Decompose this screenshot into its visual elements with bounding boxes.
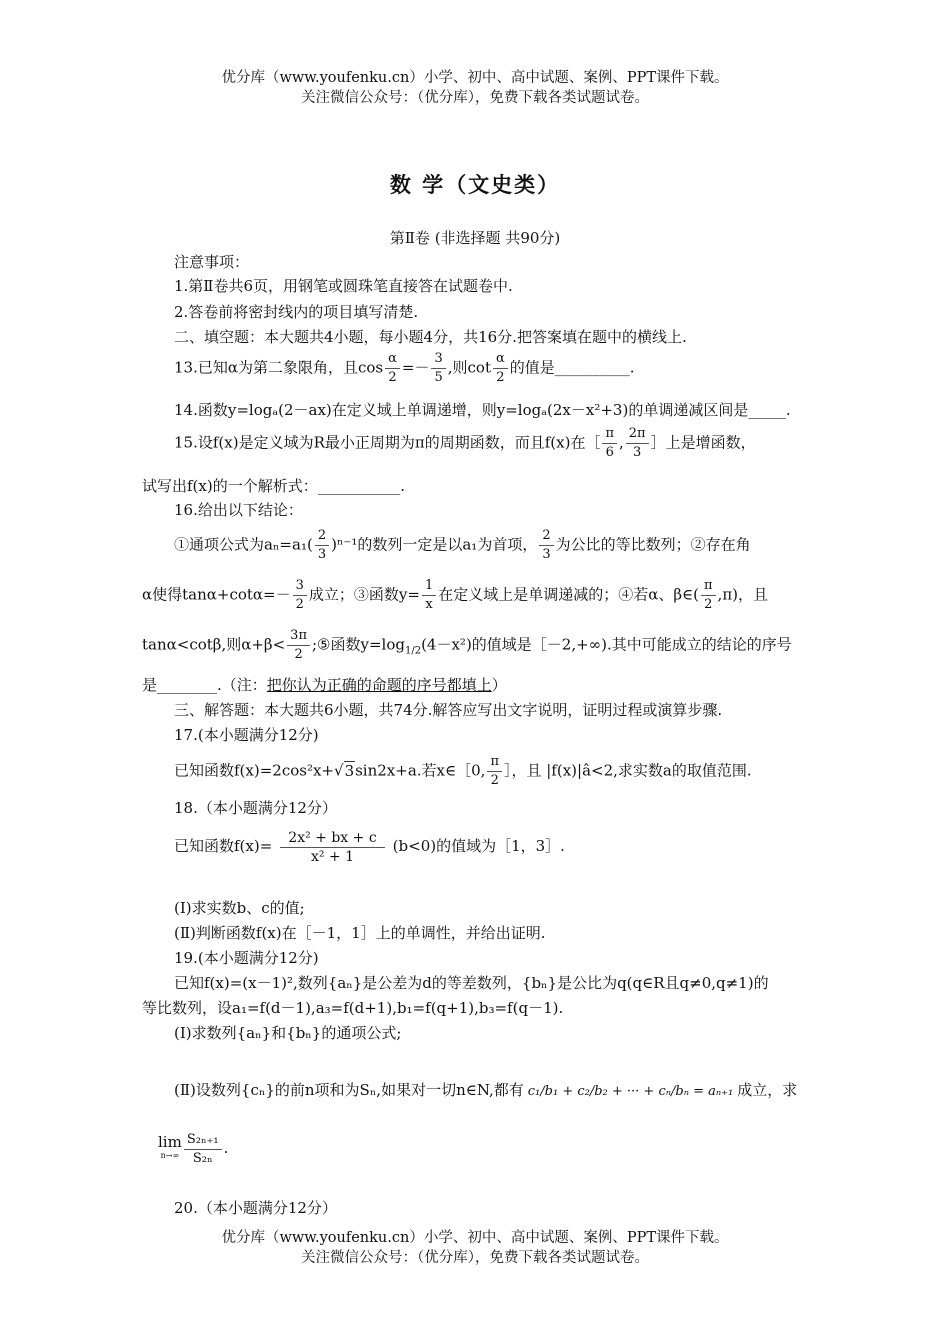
q16-l3-a: tanα<cotβ,则α+β< xyxy=(142,635,286,654)
footer-line-2: 关注微信公众号：（优分库），免费下载各类试题试卷。 xyxy=(301,1250,649,1266)
q17-sqrt-value: 3 xyxy=(344,761,355,780)
question-13 xyxy=(174,350,814,387)
q18-text-b: (b<0)的值域为［1，3］. xyxy=(392,837,565,855)
q16-l2-a: α使得tanα+cotα=－ xyxy=(142,585,291,604)
question-18-part-2: (Ⅱ)判断函数f(x)在［－1，1］上的单调性，并给出证明. xyxy=(174,924,546,942)
q16-frac-1-x: $\frac{1}{x}$ xyxy=(422,577,436,614)
q16-frac-3-2: $\frac{3}{2}$ xyxy=(293,577,307,614)
q16-l3-c: (4－x²)的值域是［－2,+∞).其中可能成立的结论的序号 xyxy=(421,635,792,654)
q19-sum-formula: c₁/b₁ + c₂/b₂ + ··· + cₙ/bₙ = aₙ₊₁ xyxy=(527,1084,734,1099)
header-line-2: 关注微信公众号：（优分库），免费下载各类试题试卷。 xyxy=(301,90,649,106)
question-17-body xyxy=(174,753,814,790)
q15-text-a: 15.设f(x)是定义域为R最小正周期为π的周期函数，而且f(x)在［ xyxy=(174,433,601,452)
question-16-line-3 xyxy=(142,627,812,666)
note-1: 1.第Ⅱ卷共6页，用钢笔或圆珠笔直接答在试题卷中. xyxy=(174,277,513,295)
question-19-line-2: 等比数列，设a₁=f(d－1),a₃=f(d+1),b₁=f(q+1),b₃=f(q－1). xyxy=(142,999,564,1017)
section-3-heading: 三、解答题：本大题共6小题，共74分.解答应写出文字说明，证明过程或演算步骤. xyxy=(174,701,723,719)
sqrt-sign: √ xyxy=(334,761,344,780)
q19-text-b: 成立，求 xyxy=(737,1081,798,1099)
question-19-part-1: (Ⅰ)求数列{aₙ}和{bₙ}的通项公式; xyxy=(174,1024,402,1042)
q16-l1-b: )ⁿ⁻¹的数列一定是以a₁为首项， xyxy=(331,535,538,554)
question-20-heading: 20.（本小题满分12分） xyxy=(174,1199,337,1217)
q16-l4-b: ） xyxy=(491,676,507,694)
note-2: 2.答卷前将密封线内的项目填写清楚. xyxy=(174,303,419,321)
q13-text-a: 13.已知α为第二象限角，且cos xyxy=(174,358,384,377)
question-19-limit xyxy=(158,1128,828,1168)
section-2-heading: 二、填空题：本大题共4小题，每小题4分，共16分.把答案填在题中的横线上. xyxy=(174,328,687,346)
q13-frac-3-5: $\frac{3}{5}$ xyxy=(431,350,445,387)
q19-text-a: (Ⅱ)设数列{cₙ}的前n项和为Sₙ,如果对一切n∈N,都有 xyxy=(174,1081,524,1099)
page-title: 数 学（文史类） xyxy=(389,173,561,197)
q19-limit-fraction: $\frac{\text{S₂ₙ₊₁}}{\text{S₂ₙ}}$ xyxy=(184,1131,222,1168)
question-18-heading: 18.（本小题满分12分） xyxy=(174,799,337,817)
q15-text-b: ］上是增函数， xyxy=(650,433,756,452)
header-line-1: 优分库（www.youfenku.cn）小学、初中、高中试题、案例、PPT课件下载。 xyxy=(221,70,729,86)
q16-log-base: 1/2 xyxy=(404,645,422,657)
q13-frac-alpha-2: $\frac{\alpha}{2}$ xyxy=(385,350,400,387)
q13-frac-alpha-2b: $\frac{\alpha}{2}$ xyxy=(493,350,508,387)
q16-frac-pi-2: $\frac{\pi}{2}$ xyxy=(701,577,716,614)
q16-l3-b: ;⑤函数y=log xyxy=(312,635,405,654)
q16-frac-2-3b: $\frac{2}{3}$ xyxy=(539,527,553,564)
q17-frac-pi-2: $\frac{\pi}{2}$ xyxy=(487,753,502,790)
q13-text-b: =－ xyxy=(401,358,430,377)
q16-frac-2-3: $\frac{2}{3}$ xyxy=(315,527,329,564)
q19-end: . xyxy=(223,1139,229,1157)
q16-l2-b: 成立；③函数y= xyxy=(308,585,420,604)
question-16-line-1 xyxy=(174,527,814,564)
limit-operator: lim n→∞ xyxy=(158,1133,182,1160)
q16-l4-underlined-note: 把你认为正确的命题的序号都填上 xyxy=(266,676,492,694)
question-15-line-2: 试写出f(x)的一个解析式：___________. xyxy=(142,477,405,495)
question-18-part-1: (Ⅰ)求实数b、c的值; xyxy=(174,899,305,917)
q16-frac-3pi-2: $\frac{3\pi}{2}$ xyxy=(287,627,310,664)
paper-subtitle: 第Ⅱ卷 (非选择题 共90分) xyxy=(389,229,561,247)
q16-l4-a: 是________.（注： xyxy=(142,676,267,694)
q13-text-c: ,则cot xyxy=(447,358,491,377)
q15-frac-pi-6: $\frac{\pi}{6}$ xyxy=(602,425,617,462)
q16-l2-d: ,π)，且 xyxy=(717,585,769,604)
question-16-line-4 xyxy=(142,675,812,695)
footer-line-1: 优分库（www.youfenku.cn）小学、初中、高中试题、案例、PPT课件下载。 xyxy=(221,1230,729,1246)
q17-text-b: sin2x+a.若x∈［0, xyxy=(355,761,486,780)
question-17-heading: 17.(本小题满分12分) xyxy=(174,726,319,744)
question-19-line-1: 已知f(x)=(x－1)²,数列{aₙ}是公差为d的等差数列，{bₙ}是公比为q(q∈R且q≠0,q≠1)的 xyxy=(174,974,769,992)
question-16-line-2 xyxy=(142,577,812,614)
question-19-heading: 19.(本小题满分12分) xyxy=(174,949,319,967)
q16-l2-c: 在定义域上是单调递减的；④若α、β∈( xyxy=(438,585,699,604)
q16-l1-a: ①通项公式为aₙ=a₁( xyxy=(174,535,313,554)
q18-frac-function: $\frac{\text{2x² + bx + c}}{\text{x² + 1}}$ xyxy=(280,829,384,866)
q13-text-d: 的值是__________. xyxy=(509,358,635,377)
question-19-part-2 xyxy=(174,1070,814,1112)
question-15-line-1 xyxy=(174,425,814,462)
q18-text-a: 已知函数f(x)= xyxy=(174,837,273,855)
notes-heading: 注意事项： xyxy=(174,253,250,271)
q15-sep: , xyxy=(619,433,624,452)
q17-text-a: 已知函数f(x)=2cos²x+ xyxy=(174,761,334,780)
q15-frac-2pi-3: $\frac{2\pi}{3}$ xyxy=(626,425,649,462)
question-18-body xyxy=(174,824,814,868)
question-14: 14.函数y=logₐ(2－ax)在定义域上单调递增，则y=logₐ(2x－x²+3)的单调递减区间是_____. xyxy=(174,401,791,419)
q16-l1-c: 为公比的等比数列；②存在角 xyxy=(555,535,751,554)
q17-text-c: ］，且 |f(x)|â<2,求实数a的取值范围. xyxy=(503,761,752,780)
question-16-heading: 16.给出以下结论： xyxy=(174,501,303,519)
